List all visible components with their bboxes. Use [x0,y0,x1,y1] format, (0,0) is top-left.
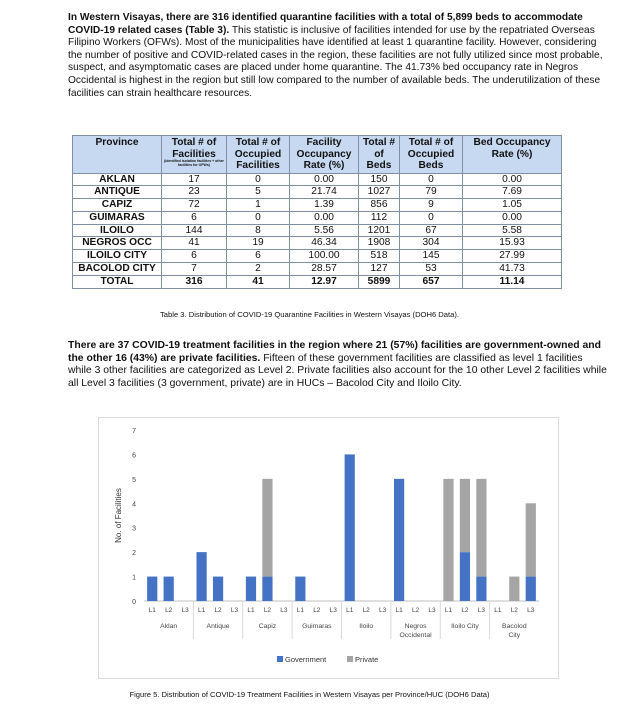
table-cell: 17 [162,173,227,186]
x-level-label: L3 [477,607,486,614]
chart-svg [99,418,558,678]
table-row [73,224,562,237]
x-level-label: L3 [379,607,387,614]
table-cell: 41 [162,237,227,250]
table-cell: 28.57 [290,263,359,276]
table-cell: 2 [227,263,290,276]
x-group-label-line2: Occidental [399,632,432,639]
bar-private [262,479,272,577]
col-total-beds: Total # of Beds [359,136,400,174]
x-level-label: L3 [329,607,337,614]
table-cell: 79 [400,186,463,199]
table-cell: 23 [162,186,227,199]
table-cell: 21.74 [290,186,359,199]
legend-label: Government [285,655,327,664]
bar-government [476,577,486,601]
x-level-label: L1 [395,607,403,614]
table-cell: 100.00 [290,250,359,263]
table-cell: 53 [400,263,463,276]
y-tick-label: 2 [132,550,136,558]
treatment-bold: There are 37 COVID-19 treatment facilities in the region where 21 (57%) facilities are government-owned and the other 16 (43%) are private facilities. [68,340,601,364]
col-occupied-beds: Total # of Occupied Beds [400,136,463,174]
table-cell: 8 [227,224,290,237]
x-level-label: L2 [461,607,469,614]
bar-government [345,454,355,601]
y-tick-label: 4 [132,501,136,509]
intro-body: This statistic is inclusive of facilities intended for use by the repatriated Overseas Filipino Workers (OFWs). Most of the municipalities have identified at least 1 quarantine facility. However, considering the number of positive and COVID-related cases in the region, these facilities are not fully utilized since most probable, suspect, and asymptomatic cases are placed under home quarantine. The 41.73% bed occupancy rate in Negros Occidental is highest in the region but still low compared to the number of available beds. The underutilization of these facilities can strain healthcare resources. [68,24,603,99]
y-tick-label: 0 [132,599,136,606]
bar-government [460,552,470,601]
table-cell: 0 [227,173,290,186]
table-cell: 11.14 [463,275,562,288]
bar-government [526,577,536,601]
table-row [73,211,562,224]
x-level-label: L2 [362,607,370,614]
province-cell: BACOLOD CITY [73,263,162,276]
x-level-label: L3 [527,607,535,614]
table-cell: 6 [162,250,227,263]
x-group-label-line2: City [508,632,521,639]
table-cell: 12.97 [290,275,359,288]
x-group-label: Antique [206,623,230,630]
x-level-label: L1 [346,607,354,614]
table-cell: 144 [162,224,227,237]
table-row [73,199,562,212]
x-group-label: Capiz [258,623,277,630]
province-cell: NEGROS OCC [73,237,162,250]
bar-government [147,577,157,601]
table-cell: 112 [359,211,400,224]
y-tick-label: 7 [132,428,136,435]
province-cell: ANTIQUE [73,186,162,199]
y-tick-label: 3 [132,525,136,533]
quarantine-table [72,135,562,289]
table-cell: 6 [162,211,227,224]
treatment-paragraph [68,340,608,412]
table-row [73,263,562,276]
x-level-label: L3 [181,607,189,614]
table-cell: 150 [359,173,400,186]
table-cell: 41.73 [463,263,562,276]
province-cell: GUIMARAS [73,211,162,224]
x-level-label: L1 [247,607,255,614]
table-cell: 67 [400,224,463,237]
bar-private [526,503,536,576]
x-level-label: L1 [296,607,304,614]
table-row [73,186,562,199]
col-facility-occupancy: Facility Occupancy Rate (%) [290,136,359,174]
table-cell: 5899 [359,275,400,288]
bar-private [460,479,470,552]
table-cell: 19 [227,237,290,250]
x-level-label: L2 [510,607,518,614]
table-cell: 1 [227,199,290,212]
table-cell: 304 [400,237,463,250]
table-cell: 1201 [359,224,400,237]
x-level-label: L1 [444,607,453,614]
table-cell: 5 [227,186,290,199]
x-level-label: L2 [214,607,222,614]
bar-government [295,577,305,601]
table-cell: 15.93 [463,237,562,250]
y-tick-label: 6 [132,452,136,460]
y-axis-label: No. of Facilities [114,488,123,543]
table-cell: 5.58 [463,224,562,237]
bar-government [213,577,223,601]
table-row [73,250,562,263]
x-level-label: L2 [165,607,173,614]
x-level-label: L3 [280,607,288,614]
table-cell: 0.00 [463,173,562,186]
table-cell: 7 [162,263,227,276]
table-caption: Table 3. Distribution of COVID-19 Quarantine Facilities in Western Visayas (DOH6 Data). [160,310,459,319]
province-cell: CAPIZ [73,199,162,212]
x-level-label: L2 [411,607,420,614]
table-cell: 856 [359,199,400,212]
province-cell: ILOILO [73,224,162,237]
y-tick-label: 5 [132,476,136,484]
table-cell: 27.99 [463,250,562,263]
table-cell: 1.05 [463,199,562,212]
table-cell: 0 [227,211,290,224]
figure-caption: Figure 5. Distribution of COVID-19 Treatment Facilities in Western Visayas per Province/HUC (DOH6 Data) [129,690,490,699]
table-cell: 0 [400,211,463,224]
bar-government [197,552,207,601]
table-cell: 9 [400,199,463,212]
bar-private [443,479,453,601]
col-province: Province [73,136,162,174]
intro-bold: In Western Visayas, there are 316 identified quarantine facilities with a total of 5,899 beds to accommodate COVID-19 related cases (Table 3). [68,12,583,36]
table-cell: 1908 [359,237,400,250]
table-cell: 1027 [359,186,400,199]
col-bed-occupancy: Bed Occupancy Rate (%) [463,136,562,174]
x-level-label: L1 [494,607,502,614]
legend-label: Private [355,655,379,664]
x-level-label: L3 [230,607,239,614]
table-cell: 6 [227,250,290,263]
table-total-row [73,275,562,288]
province-cell: TOTAL [73,275,162,288]
table-cell: 0 [400,173,463,186]
x-group-label: Negros [404,623,427,630]
bar-government [246,577,256,601]
table-cell: 46.34 [290,237,359,250]
province-cell: ILOILO CITY [73,250,162,263]
table-cell: 41 [227,275,290,288]
bar-government [394,479,404,601]
table-cell: 72 [162,199,227,212]
table-row [73,237,562,250]
x-level-label: L2 [313,607,321,614]
table-cell: 316 [162,275,227,288]
treatment-chart [98,417,559,679]
x-level-label: L1 [197,607,206,614]
x-level-label: L3 [428,607,436,614]
bar-government [164,577,174,601]
col-total-facilities: Total # of Facilities (identified isolation facilities + other facilities for OFWs) [162,136,227,174]
bar-private [476,479,486,577]
x-group-label: Iloilo City [451,623,479,630]
table-header-row [73,136,562,174]
legend-swatch [347,656,353,662]
x-group-label: Aklan [160,623,178,630]
table-cell: 7.69 [463,186,562,199]
col-occupied-facilities: Total # of Occupied Facilities [227,136,290,174]
table-cell: 518 [359,250,400,263]
bar-government [262,577,272,601]
x-level-label: L1 [148,607,156,614]
table-cell: 0.00 [290,173,359,186]
table-cell: 127 [359,263,400,276]
x-level-label: L2 [263,607,272,614]
legend-swatch [277,656,283,662]
y-tick-label: 1 [132,574,136,582]
table-cell: 145 [400,250,463,263]
intro-paragraph [68,12,608,124]
table-cell: 0.00 [290,211,359,224]
x-group-label: Bacolod [502,623,527,630]
x-group-label: Guimaras [302,623,332,630]
x-group-label: Iloilo [359,623,374,630]
table-cell: 657 [400,275,463,288]
table-cell: 0.00 [463,211,562,224]
table-cell: 1.39 [290,199,359,212]
header-note: (identified isolation facilities + other facilities for OFWs) [164,159,224,167]
table-cell: 5.56 [290,224,359,237]
bar-private [509,577,519,601]
province-cell: AKLAN [73,173,162,186]
table-row [73,173,562,186]
treatment-body: Fifteen of these government facilities are classified as level 1 facilities while 3 other facilities are categorized as Level 2. Private facilities also account for the 10 other Level 2 facilities while all Level 3 facilities (3 government, private) are in HUCs – Bacolod City and Iloilo City. [68,352,607,389]
